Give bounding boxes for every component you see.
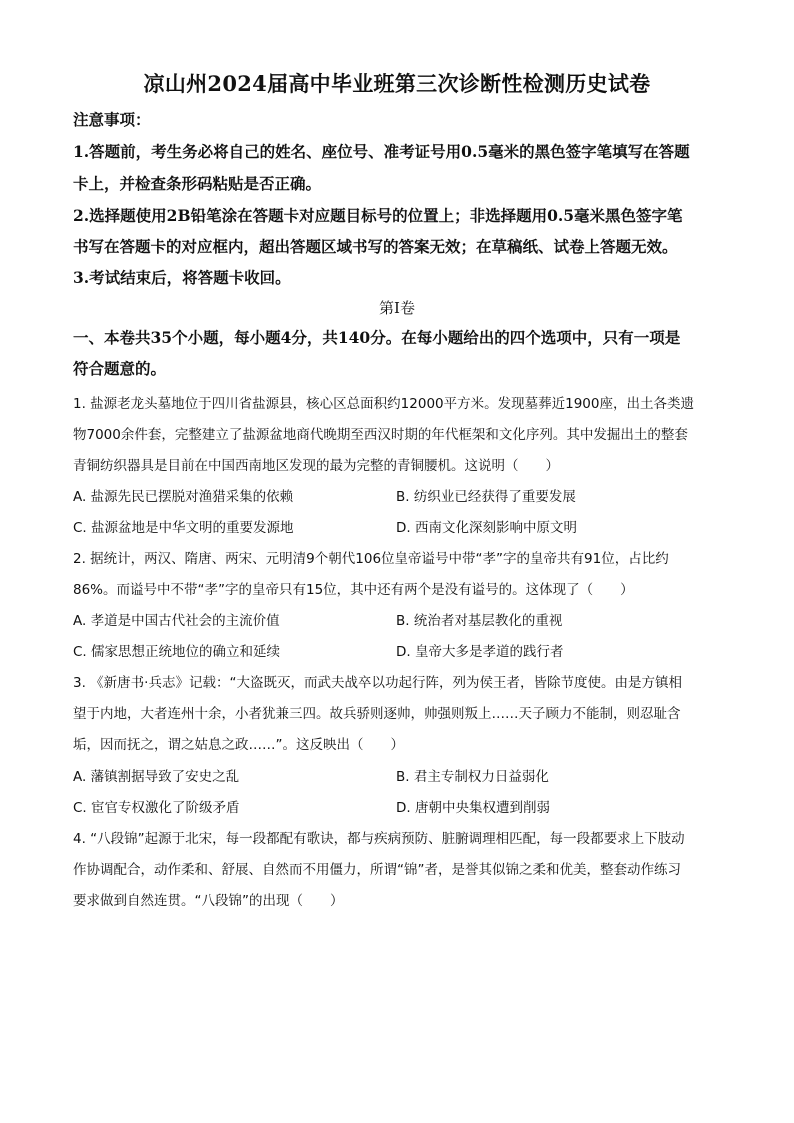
notice-line-4: 书写在答题卡的对应框内，超出答题区域书写的答案无效；在草稿纸、试卷上答题无效。 [73,237,678,256]
question-2-option-c[interactable]: C. 儒家思想正统地位的确立和延续 [73,644,281,660]
question-1-option-d[interactable]: D. 西南文化深刻影响中原文明 [396,520,577,536]
question-2-line-1: 2. 据统计，两汉、隋唐、两宋、元明清9个朝代106位皇帝谥号中带“孝”字的皇帝共有91位，占比约 [73,551,669,567]
question-1-line-3: 青铜纺织器具是目前在中国西南地区发现的最为完整的青铜腰机。这说明（ ） [73,458,559,474]
notice-heading: 注意事项： [73,110,151,129]
question-3-line-1: 3. 《新唐书·兵志》记载：“大盗既灭，而武夫战卒以功起行阵，列为侯王者，皆除节度使。由是方镇相 [73,675,682,691]
question-1-option-a[interactable]: A. 盐源先民已摆脱对渔猎采集的依赖 [73,489,294,505]
question-1-option-b[interactable]: B. 纺织业已经获得了重要发展 [396,489,576,505]
question-3-option-b[interactable]: B. 君主专制权力日益弱化 [396,769,549,785]
section-instruction-1: 一、本卷共35个小题，每小题4分，共140分。在每小题给出的四个选项中，只有一项是 [73,328,681,347]
question-4-line-2: 作协调配合，动作柔和、舒展、自然而不用僵力，所谓“锦”者，是誉其似锦之柔和优美，整套动作练习 [73,862,681,878]
section-instruction-2: 符合题意的。 [73,359,167,378]
notice-line-2: 卡上，并检查条形码粘贴是否正确。 [73,174,322,193]
question-4-line-1: 4. “八段锦”起源于北宋，每一段都配有歌诀，都与疾病预防、脏腑调理相匹配，每一段都要求上下肢动 [73,831,685,847]
notice-line-3: 2.选择题使用2B铅笔涂在答题卡对应题目标号的位置上；非选择题用0.5毫米黑色签字笔 [73,206,683,225]
question-3-line-2: 望于内地，大者连州十余，小者犹兼三四。故兵骄则逐帅，帅强则叛上……天子顾力不能制，则忍耻含 [73,706,681,722]
question-3-option-a[interactable]: A. 藩镇割据导致了安史之乱 [73,769,240,785]
question-2-option-d[interactable]: D. 皇帝大多是孝道的践行者 [396,644,564,660]
notice-line-1: 1.答题前，考生务必将自己的姓名、座位号、准考证号用0.5毫米的黑色签字笔填写在答题 [73,142,690,161]
question-2-option-a[interactable]: A. 孝道是中国古代社会的主流价值 [73,613,280,629]
question-1-option-c[interactable]: C. 盐源盆地是中华文明的重要发源地 [73,520,294,536]
question-2-line-2: 86%。而谥号中不带“孝”字的皇帝只有15位，其中还有两个是没有谥号的。这体现了（ ） [73,582,634,598]
exam-title: 凉山州2024届高中毕业班第三次诊断性检测历史试卷 [143,71,651,96]
question-4-line-3: 要求做到自然连贯。“八段锦”的出现（ ） [73,893,344,909]
question-3-option-c[interactable]: C. 宦官专权激化了阶级矛盾 [73,800,240,816]
notice-line-5: 3.考试结束后，将答题卡收回。 [73,268,291,287]
question-3-option-d[interactable]: D. 唐朝中央集权遭到削弱 [396,800,550,816]
question-2-option-b[interactable]: B. 统治者对基层教化的重视 [396,613,563,629]
section-title: 第Ⅰ卷 [379,299,415,317]
question-3-line-3: 垢，因而抚之，谓之姑息之政……”。这反映出（ ） [73,737,404,753]
question-1-line-2: 物7000余件套，完整建立了盐源盆地商代晚期至西汉时期的年代框架和文化序列。其中发掘出土的整套 [73,427,688,443]
question-1-line-1: 1. 盐源老龙头墓地位于四川省盐源县，核心区总面积约12000平方米。发现墓葬近1900座，出土各类遗 [73,396,694,412]
